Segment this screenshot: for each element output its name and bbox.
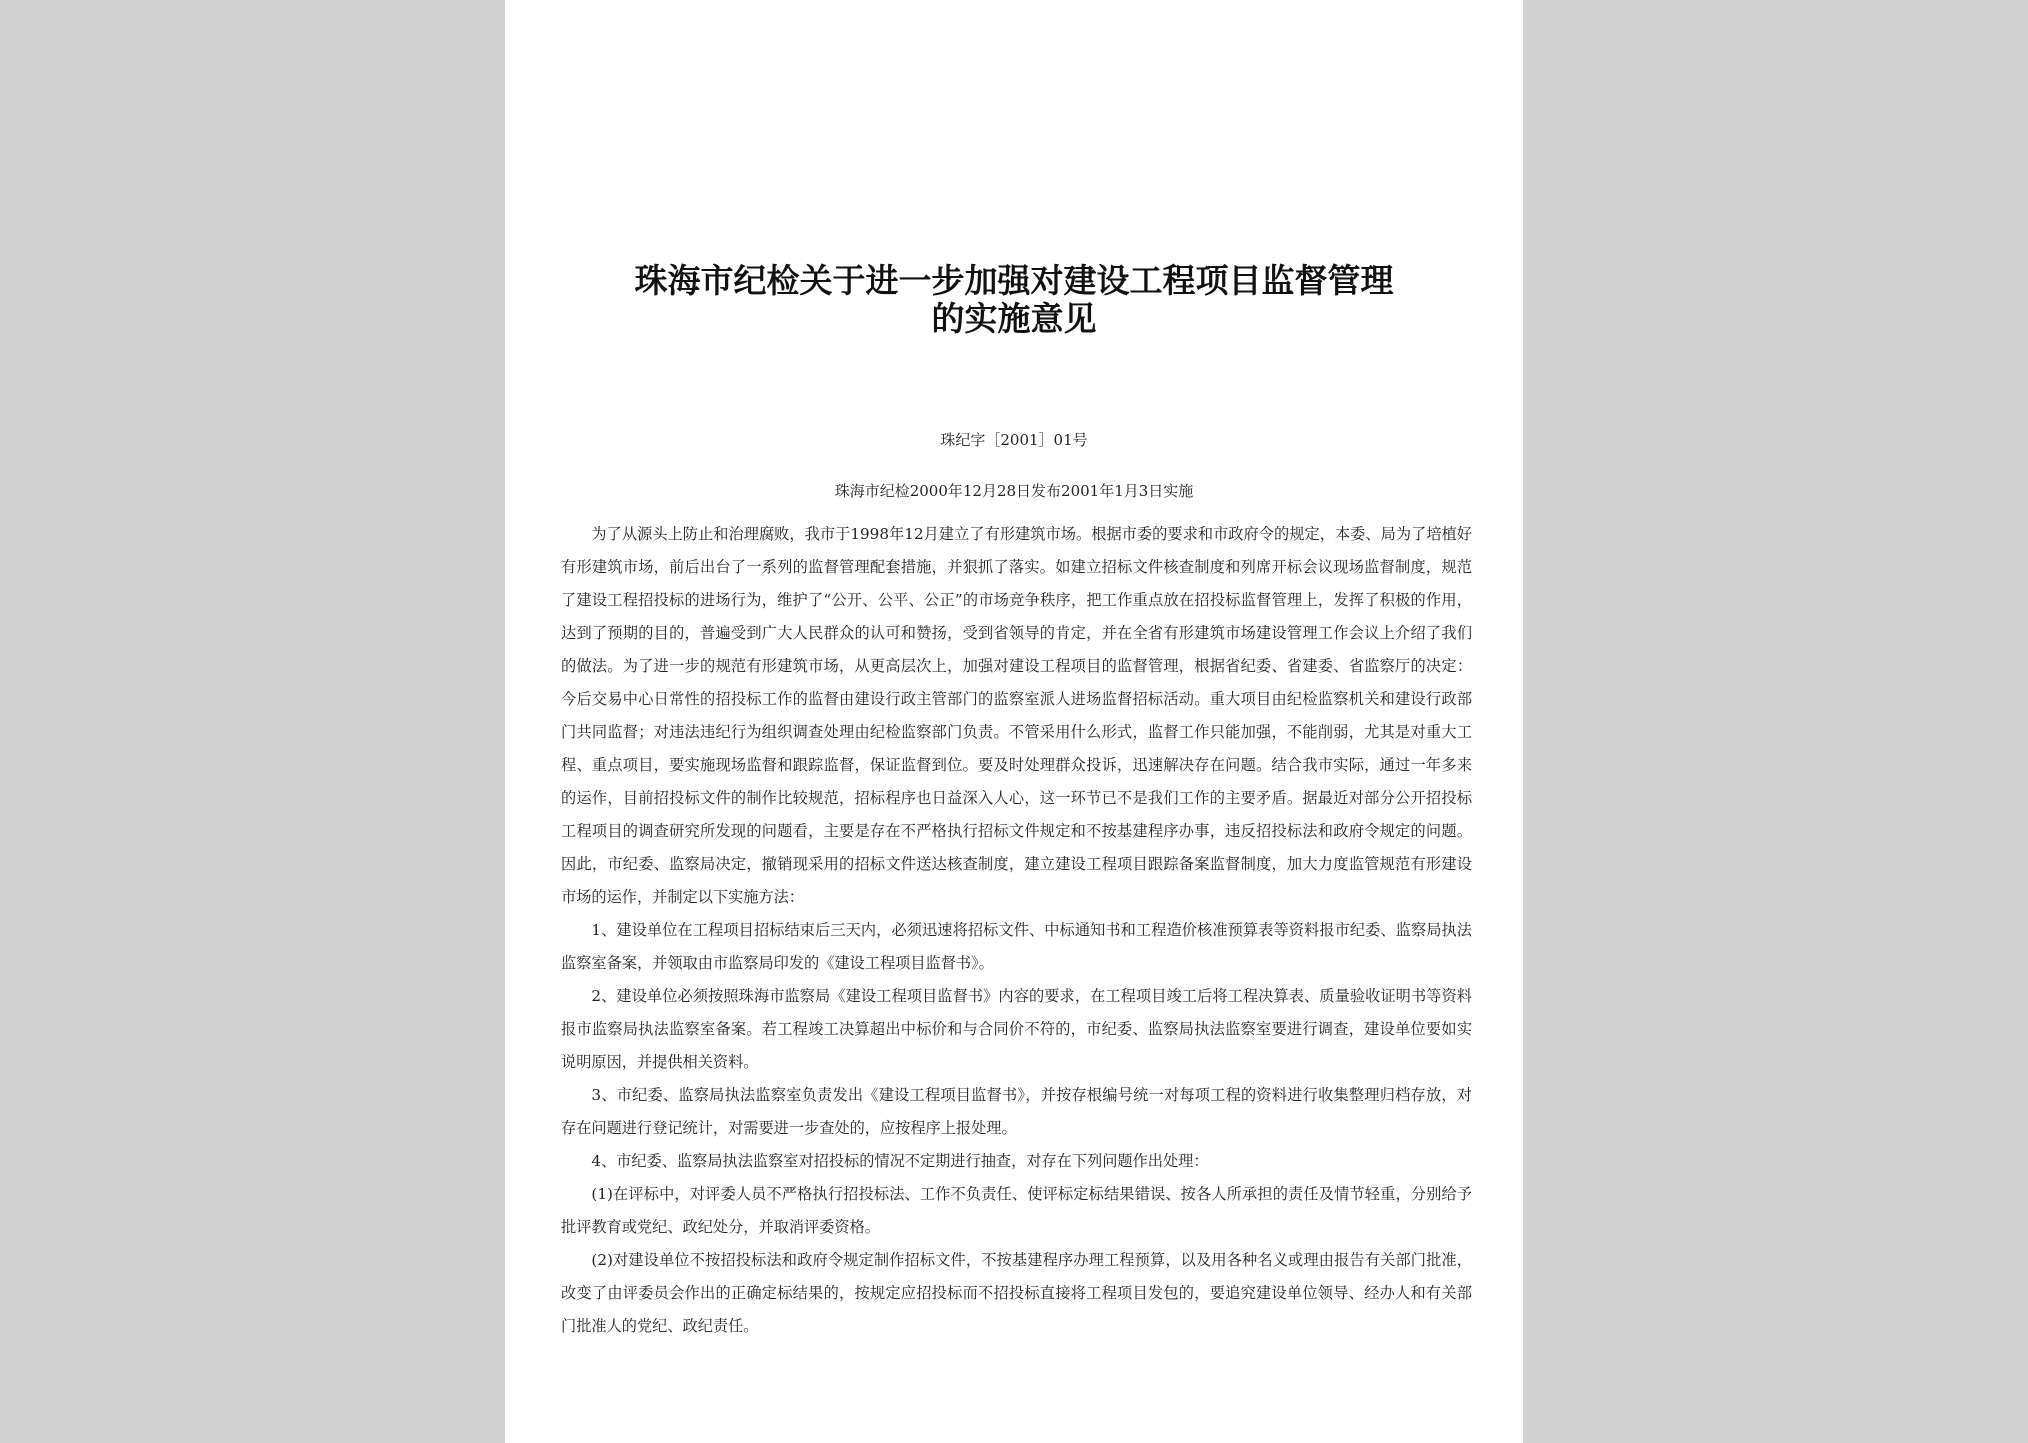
document-body	[561, 518, 1472, 1343]
document-number: 珠纪字［2001］01号	[940, 431, 1088, 449]
title-line-2: 的实施意见	[931, 299, 1097, 338]
title-line-1: 珠海市纪检关于进一步加强对建设工程项目监督管理	[634, 261, 1394, 300]
document-page	[505, 0, 1523, 1443]
paragraph-item-4-2: (2)对建设单位不按招投标法和政府令规定制作招标文件，不按基建程序办理工程预算，以及用各种名义或理由报告有关部门批准，改变了由评委员会作出的正确定标结果的，按规定应招投标而不招投标直接将工程项目发包的，要追究建设单位领导、经办人和有关部门批准人的党纪、政纪责任。	[561, 1251, 1472, 1335]
issue-info: 珠海市纪检2000年12月28日发布2001年1月3日实施	[834, 482, 1194, 500]
paragraph-item-1: 1、建设单位在工程项目招标结束后三天内，必须迅速将招标文件、中标通知书和工程造价核准预算表等资料报市纪委、监察局执法监察室备案，并领取由市监察局印发的《建设工程项目监督书》。	[561, 921, 1472, 972]
document-title	[505, 262, 1523, 338]
paragraph-item-4-1: (1)在评标中，对评委人员不严格执行招投标法、工作不负责任、使评标定标结果错误、按各人所承担的责任及情节轻重，分别给予批评教育或党纪、政纪处分，并取消评委资格。	[561, 1185, 1472, 1236]
paragraph-item-3: 3、市纪委、监察局执法监察室负责发出《建设工程项目监督书》，并按存根编号统一对每项工程的资料进行收集整理归档存放，对存在问题进行登记统计，对需要进一步查处的，应按程序上报处理。	[561, 1086, 1472, 1137]
paragraph-intro: 为了从源头上防止和治理腐败，我市于1998年12月建立了有形建筑市场。根据市委的要求和市政府令的规定，本委、局为了培植好有形建筑市场，前后出台了一系列的监督管理配套措施，并狠抓了落实。如建立招标文件核查制度和列席开标会议现场监督制度，规范了建设工程招投标的进场行为，维护了“公开、公平、公正”的市场竞争秩序，把工作重点放在招投标监督管理上，发挥了积极的作用，达到了预期的目的，普遍受到广大人民群众的认可和赞扬，受到省领导的肯定，并在全省有形建筑市场建设管理工作会议上介绍了我们的做法。为了进一步的规范有形建筑市场，从更高层次上，加强对建设工程项目的监督管理，根据省纪委、省建委、省监察厅的决定：今后交易中心日常性的招投标工作的监督由建设行政主管部门的监察室派人进场监督招标活动。重大项目由纪检监察机关和建设行政部门共同监督；对违法违纪行为组织调查处理由纪检监察部门负责。不管采用什么形式，监督工作只能加强，不能削弱，尤其是对重大工程、重点项目，要实施现场监督和跟踪监督，保证监督到位。要及时处理群众投诉，迅速解决存在问题。结合我市实际，通过一年多来的运作，目前招投标文件的制作比较规范，招标程序也日益深入人心，这一环节已不是我们工作的主要矛盾。据最近对部分公开招投标工程项目的调查研究所发现的问题看，主要是存在不严格执行招标文件规定和不按基建程序办事，违反招投标法和政府令规定的问题。因此，市纪委、监察局决定，撤销现采用的招标文件送达核查制度，建立建设工程项目跟踪备案监督制度，加大力度监管规范有形建设市场的运作，并制定以下实施方法：	[561, 525, 1472, 906]
paragraph-item-4: 4、市纪委、监察局执法监察室对招投标的情况不定期进行抽查，对存在下列问题作出处理：	[591, 1152, 1209, 1170]
paragraph-item-2: 2、建设单位必须按照珠海市监察局《建设工程项目监督书》内容的要求，在工程项目竣工后将工程决算表、质量验收证明书等资料报市监察局执法监察室备案。若工程竣工决算超出中标价和与合同价不符的，市纪委、监察局执法监察室要进行调查，建设单位要如实说明原因，并提供相关资料。	[561, 987, 1472, 1071]
